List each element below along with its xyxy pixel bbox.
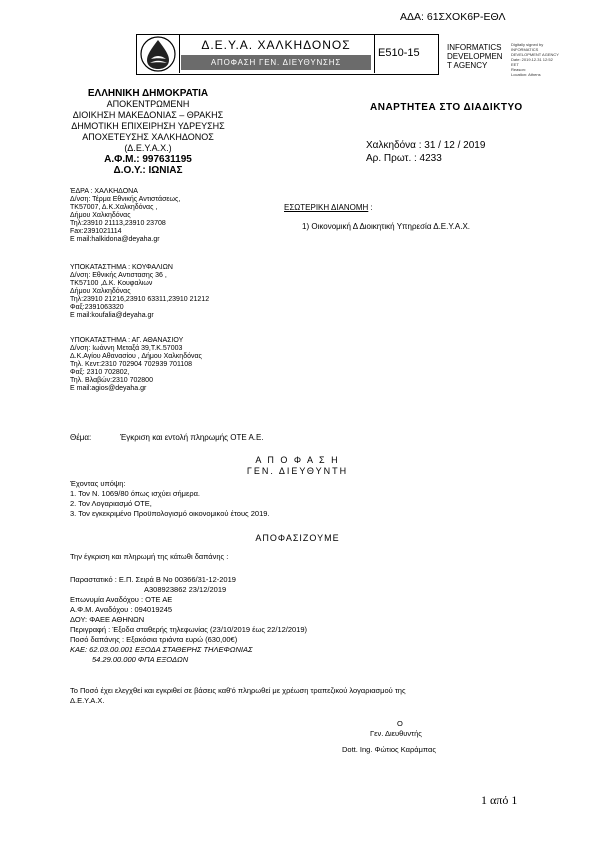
water-drop-logo-icon xyxy=(137,35,179,73)
org-title: Δ.Ε.Υ.Α. ΧΑΛΚΗΔΟΝΟΣ xyxy=(201,38,351,52)
address-line: Δ/νση: Ιωάννη Μεταξά 39,Τ.Κ.57003 xyxy=(70,345,183,352)
approval-statement: Την έγκριση και πληρωμή της κάτωθι δαπάνης : xyxy=(70,552,229,561)
address-line: Δήμου Χαλκηδόνας xyxy=(70,288,131,295)
page-number: 1 από 1 xyxy=(481,793,518,807)
decision-title: Α Π Ο Φ Α Σ Η xyxy=(255,455,340,465)
address-line: Φαξ:2391063320 xyxy=(70,304,124,311)
address-line: Fax:2391021114 xyxy=(70,228,122,235)
distribution-item: 1) Οικονομική Δ Διοικητική Υπηρεσία Δ.Ε.Υ.Α.Χ. xyxy=(302,222,471,231)
protocol-number: Αρ. Πρωτ. : 4233 xyxy=(366,153,442,164)
subject-text: Έγκριση και εντολή πληρωμής ΟΤΕ Α.Ε. xyxy=(120,433,264,442)
consideration-line: 3. Τον εγκεκριμένο Προϋπολογισμό οικονομικού έτους 2019. xyxy=(70,509,270,518)
address-line: ΤΚ57007, Δ.Κ.Χαλκηδόνας , xyxy=(70,204,158,211)
doc-code-cell xyxy=(374,35,438,73)
issuer-line: ΔΙΟΙΚΗΣΗ ΜΑΚΕΔΟΝΙΑΣ – ΘΡΑΚΗΣ xyxy=(72,110,224,120)
posting-notice: ΑΝΑΡΤΗΤΕΑ ΣΤΟ ΔΙΑΔΙΚΤΥΟ xyxy=(370,102,523,113)
subject-label: Θέμα: xyxy=(70,433,92,442)
consideration-line: Έχοντας υπόψη: xyxy=(70,479,126,488)
detail-line: ΚΑΕ: 62.03.00.001 ΕΞΟΔΑ ΣΤΑΘΕΡΗΣ ΤΗΛΕΦΩΝΙΑΣ xyxy=(70,645,253,654)
cert-small-line: INFORMATICS xyxy=(511,47,539,52)
logo xyxy=(137,35,180,73)
address-line: ΥΠΟΚΑΤΑΣΤΗΜΑ : ΑΓ. ΑΘΑΝΑΣΙΟΥ xyxy=(70,337,184,344)
detail-line: Επωνυμία Αναδόχου : ΟΤΕ ΑΕ xyxy=(70,595,173,604)
issuer-line: ΑΠΟΚΕΝΤΡΩΜΕΝΗ xyxy=(106,99,190,109)
cert-small-line: DEVELOPMENT AGENCY xyxy=(511,52,559,57)
cert-small-line: Reason: xyxy=(511,67,526,72)
branch-athanasios-address xyxy=(70,337,202,393)
detail-line: Α.Φ.Μ. Αναδόχου : 094019245 xyxy=(70,605,173,614)
document-date: Χαλκηδόνα : 31 / 12 / 2019 xyxy=(366,140,486,151)
ada-number: ΑΔΑ: 61ΣΧΟΚ6Ρ-ΕΘΛ xyxy=(400,11,506,23)
cert-small-line: Date: 2019.12.31 12:52 xyxy=(511,57,553,62)
decision-heading xyxy=(0,455,595,477)
doc-code: Ε510-15 xyxy=(378,47,420,59)
address-line: Δήμου Χαλκηδόνας xyxy=(70,212,131,219)
address-line: Τηλ. Κεντ:2310 702904 702939 701108 xyxy=(70,361,193,368)
seat-address xyxy=(70,188,180,244)
distribution-heading xyxy=(284,203,373,212)
cert-small-line: Digitally signed by xyxy=(511,42,544,47)
considerations xyxy=(70,479,270,519)
cert-line: INFORMATICS xyxy=(447,43,502,52)
decision-type-banner: ΑΠΟΦΑΣΗ ΓΕΝ. ΔΙΕΥΘΥΝΣΗΣ xyxy=(181,55,371,70)
cert-small-line: EET xyxy=(511,62,519,67)
cert-line: DEVELOPMEN xyxy=(447,52,503,61)
branch-koufalia-address xyxy=(70,264,209,320)
address-line: Δ/νση: Τέρμα Εθνικής Αντιστάσεως, xyxy=(70,196,181,203)
signature-article: Ο xyxy=(397,719,403,728)
address-line: Φαξ: 2310 702802, xyxy=(70,369,130,376)
issuer-doy: Δ.Ο.Υ.: ΙΩΝΙΑΣ xyxy=(113,165,183,176)
final-statement xyxy=(70,686,406,706)
consideration-line: 2. Τον Λογαριασμό ΟΤΕ, xyxy=(70,499,152,508)
cert-line: T AGENCY xyxy=(447,61,488,70)
address-line: ΤΚ57100 ,Δ.Κ. Κουφαλιων xyxy=(70,280,153,287)
expense-details xyxy=(70,575,307,665)
address-line: E mail:halkidona@deyaha.gr xyxy=(70,236,160,243)
detail-line: Ποσό δαπάνης : Εξακόσια τριάντα ευρώ (630,00€) xyxy=(70,635,238,644)
address-line: ΈΔΡΑ : ΧΑΛΚΗΔΟΝΑ xyxy=(70,188,138,195)
address-line: Τηλ. Βλαβών:2310 702800 xyxy=(70,377,153,384)
final-line: Το Ποσό έχει ελεγχθεί και εγκριθεί σε βάσεις καθ'ό πληρωθεί με χρέωση τραπεζικού λογαριασμού της xyxy=(70,686,406,695)
issuer-line: ΑΠΟΧΕΤΕΥΣΗΣ ΧΑΛΚΗΔΟΝΟΣ xyxy=(82,132,214,142)
signature-title: Γεν. Διευθυντής xyxy=(370,729,422,738)
detail-line: ΔΟΥ: ΦΑΕΕ ΑΘΗΝΩΝ xyxy=(70,615,145,624)
issuer-afm: Α.Φ.Μ.: 997631195 xyxy=(104,154,192,165)
issuer-header xyxy=(48,88,248,176)
address-line: ΥΠΟΚΑΤΑΣΤΗΜΑ : ΚΟΥΦΑΛΙΩΝ xyxy=(70,264,173,271)
signature-details xyxy=(511,42,559,77)
issuer-line: ΔΗΜΟΤΙΚΗ ΕΠΙΧΕΙΡΗΣΗ ΥΔΡΕΥΣΗΣ xyxy=(71,121,225,131)
detail-line: A308923862 23/12/2019 xyxy=(144,585,227,594)
issuer-line: (Δ.Ε.Υ.Α.Χ.) xyxy=(124,143,172,153)
signatory-name: Dott. Ing. Φώτιος Καράμπας xyxy=(342,745,436,754)
address-line: Δ.Κ.Αγίου Αθανασίου , Δήμου Χαλκηδόνας xyxy=(70,353,202,360)
detail-line: 54.29.00.000 ΦΠΑ ΕΞΟΔΩΝ xyxy=(92,655,189,664)
header-box xyxy=(136,34,439,75)
consideration-line: 1. Τον Ν. 1069/80 όπως ισχύει σήμερα. xyxy=(70,489,201,498)
we-decide-heading: ΑΠΟΦΑΣΙΖΟΥΜΕ xyxy=(255,533,340,543)
cert-small-line: Location: Athens xyxy=(511,72,541,77)
address-line: Τηλ:23910 21216,23910 63311,23910 21212 xyxy=(70,296,210,303)
address-line: E mail:agios@deyaha.gr xyxy=(70,385,147,392)
distribution-title: ΕΣΩΤΕΡΙΚΗ ΔΙΑΝΟΜΗ xyxy=(284,203,369,212)
address-line: E mail:koufalia@deyaha.gr xyxy=(70,312,154,319)
decision-subtitle: ΓΕΝ. ΔΙΕΥΘΥΝΤΗ xyxy=(246,466,349,476)
issuer-line: ΕΛΛΗΝΙΚΗ ΔΗΜΟΚΡΑΤΙΑ xyxy=(87,88,209,99)
detail-line: Παραστατικό : Ε.Π. Σειρά Β Νο 00366/31-12-2019 xyxy=(70,575,236,584)
address-line: Τηλ:23910 21113,23910 23708 xyxy=(70,220,166,227)
detail-line: Περιγραφή : Έξοδα σταθερής τηλεφωνίας (23/10/2019 έως 22/12/2019) xyxy=(70,625,308,634)
signature-cert xyxy=(447,43,503,70)
final-line: Δ.Ε.Υ.Α.Χ. xyxy=(70,696,105,705)
address-line: Δ/νση: Εθνικής Αντιστασης 36 , xyxy=(70,272,167,279)
distribution-colon: : xyxy=(368,203,373,212)
